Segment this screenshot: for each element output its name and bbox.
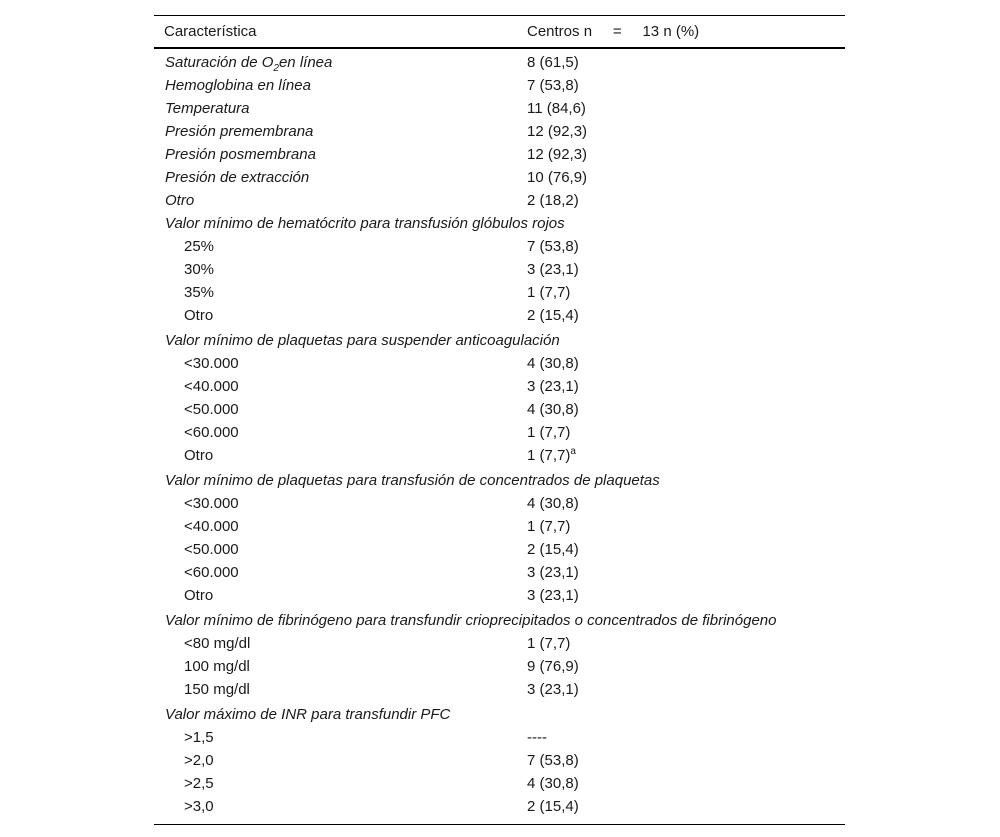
table-row: [154, 74, 845, 97]
row-value: 2 (18,2): [527, 192, 579, 209]
header-characteristic: Característica: [164, 23, 257, 40]
row-label: >2,5: [184, 775, 214, 792]
table-row: [154, 166, 845, 189]
table-row: [154, 492, 845, 515]
row-label: Otro: [184, 307, 214, 324]
row-label: >3,0: [184, 798, 214, 815]
row-label: Presión posmembrana: [165, 146, 316, 163]
table-row: [154, 375, 845, 398]
table-body: [154, 51, 845, 818]
row-label: <60.000: [184, 564, 239, 581]
row-value: 10 (76,9): [527, 169, 588, 186]
table-row: [154, 444, 845, 467]
row-label: <40.000: [184, 378, 239, 395]
row-value: 3 (23,1): [527, 564, 579, 581]
subscript: 2: [273, 63, 279, 74]
row-value: 9 (76,9): [527, 658, 579, 675]
row-value: ----: [527, 729, 547, 746]
table-row: [154, 258, 845, 281]
bottom-rule: [154, 824, 845, 825]
row-value: 3 (23,1): [527, 261, 579, 278]
row-label: Hemoglobina en línea: [165, 77, 311, 94]
row-value: 12 (92,3): [527, 146, 588, 163]
row-label: Valor máximo de INR para transfundir PFC: [165, 706, 451, 723]
table-row: [154, 703, 845, 726]
table-row: [154, 97, 845, 120]
row-value: 4 (30,8): [527, 401, 579, 418]
row-value: 4 (30,8): [527, 495, 579, 512]
row-value: 12 (92,3): [527, 123, 588, 140]
table-row: [154, 189, 845, 212]
row-value: 11 (84,6): [527, 100, 586, 117]
row-label: 25%: [184, 238, 215, 255]
table-row: [154, 398, 845, 421]
table-row: [154, 469, 845, 492]
table-row: [154, 772, 845, 795]
table-row: [154, 632, 845, 655]
table-row: [154, 749, 845, 772]
data-table: [154, 15, 845, 825]
table-row: [154, 538, 845, 561]
row-value: 2 (15,4): [527, 307, 579, 324]
table-row: [154, 212, 845, 235]
row-value: 7 (53,8): [527, 752, 579, 769]
table-row: [154, 726, 845, 749]
table-row: [154, 678, 845, 701]
row-label: 35%: [184, 284, 215, 301]
row-label: Valor mínimo de plaquetas para suspender anticoagulación: [165, 332, 560, 349]
table-row: [154, 143, 845, 166]
table-row: [154, 561, 845, 584]
row-label: 100 mg/dl: [184, 658, 250, 675]
row-value: 7 (53,8): [527, 238, 579, 255]
table-row: [154, 655, 845, 678]
table-row: [154, 51, 845, 74]
table-row: [154, 235, 845, 258]
row-label: Temperatura: [165, 100, 250, 117]
row-label: <50.000: [184, 401, 239, 418]
row-label: Valor mínimo de plaquetas para transfusión de concentrados de plaquetas: [165, 472, 660, 489]
row-value: 8 (61,5): [527, 54, 579, 71]
row-label: <50.000: [184, 541, 239, 558]
table-row: [154, 281, 845, 304]
table-row: [154, 304, 845, 327]
row-label: <30.000: [184, 495, 239, 512]
row-label: Valor mínimo de fibrinógeno para transfundir crioprecipitados o concentrados de fibrinógeno: [165, 612, 777, 629]
row-label: Presión de extracción: [165, 169, 310, 186]
table-row: [154, 609, 845, 632]
row-label: >2,0: [184, 752, 214, 769]
row-label: 30%: [184, 261, 215, 278]
table-row: [154, 329, 845, 352]
row-value: 7 (53,8): [527, 77, 579, 94]
table-row: [154, 352, 845, 375]
row-value: 4 (30,8): [527, 775, 579, 792]
row-value: 3 (23,1): [527, 378, 579, 395]
row-label: <40.000: [184, 518, 239, 535]
row-value: 1 (7,7): [527, 518, 571, 535]
header-centers: Centros n = 13 n (%): [527, 23, 700, 40]
row-label: Otro: [165, 192, 195, 209]
row-label: Otro: [184, 587, 214, 604]
table-row: [154, 421, 845, 444]
row-label: >1,5: [184, 729, 214, 746]
row-value: 1 (7,7): [527, 635, 571, 652]
row-label: Saturación de $O_2en$ línea: [165, 54, 333, 74]
table-row: [154, 584, 845, 607]
row-label: 150 mg/dl: [184, 681, 250, 698]
row-value: 1 (7,7): [527, 284, 571, 301]
row-label: Otro: [184, 447, 214, 464]
row-value: 3 (23,1): [527, 681, 579, 698]
table-row: [154, 120, 845, 143]
footnote-marker: a: [570, 446, 576, 457]
row-label: <80 mg/dl: [184, 635, 251, 652]
row-label: Presión premembrana: [165, 123, 314, 140]
row-value: 4 (30,8): [527, 355, 579, 372]
row-label: <60.000: [184, 424, 239, 441]
row-value: 3 (23,1): [527, 587, 579, 604]
row-label: <30.000: [184, 355, 239, 372]
row-value: 2 (15,4): [527, 798, 579, 815]
row-label: Valor mínimo de hematócrito para transfusión glóbulos rojos: [165, 215, 565, 232]
row-value: 2 (15,4): [527, 541, 579, 558]
row-value: 1 (7,7): [527, 424, 571, 441]
table-row: [154, 795, 845, 818]
table-header: [154, 16, 845, 47]
row-value: 1 $(7,7)^a$: [527, 446, 576, 464]
table-row: [154, 515, 845, 538]
